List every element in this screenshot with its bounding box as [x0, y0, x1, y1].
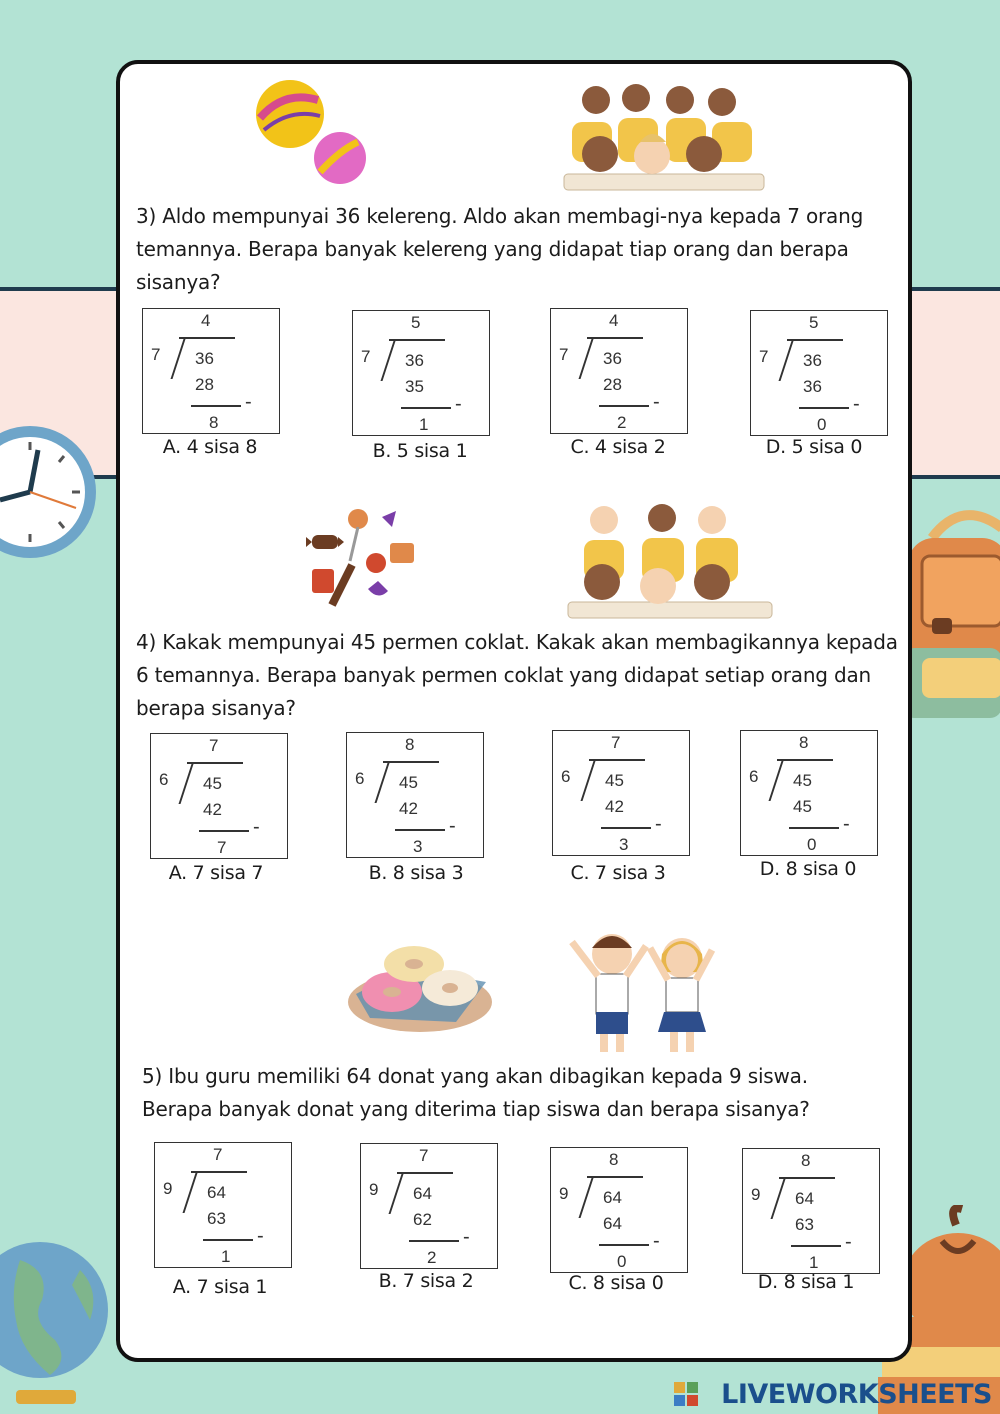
subtrahend: 28	[603, 375, 622, 394]
answer-option[interactable]: C. 7 sisa 3	[570, 862, 666, 884]
subtraction-line	[599, 1244, 649, 1246]
division-bar	[191, 1171, 247, 1173]
quotient: 7	[213, 1145, 223, 1164]
minus-sign: -	[257, 1225, 264, 1247]
remainder: 7	[217, 838, 227, 857]
subtrahend: 42	[399, 799, 418, 818]
minus-sign: -	[843, 813, 850, 835]
subtraction-line	[395, 829, 445, 831]
division-bracket	[183, 1173, 198, 1213]
remainder: 1	[419, 415, 429, 434]
minus-sign: -	[853, 393, 860, 415]
answer-option[interactable]: B. 7 sisa 2	[378, 1270, 474, 1292]
subtrahend: 63	[207, 1209, 226, 1228]
long-division-box	[142, 308, 280, 434]
divisor: 7	[559, 345, 569, 364]
divisor: 7	[361, 347, 371, 366]
answer-option[interactable]: A. 7 sisa 7	[168, 862, 264, 884]
division-bar	[587, 1176, 643, 1178]
long-division-box	[154, 1142, 292, 1268]
subtraction-line	[203, 1239, 253, 1241]
subtraction-line	[199, 830, 249, 832]
students-icon	[562, 928, 722, 1056]
long-division-box	[740, 730, 878, 856]
remainder: 0	[817, 415, 827, 434]
subtrahend: 63	[795, 1215, 814, 1234]
subtraction-line	[191, 405, 241, 407]
minus-sign: -	[463, 1226, 470, 1248]
marbles-icon	[254, 80, 366, 186]
subtraction-line	[799, 407, 849, 409]
division-bar	[589, 759, 645, 761]
division-bar	[587, 337, 643, 339]
division-bracket	[579, 1178, 594, 1218]
dividend: 45	[605, 771, 624, 790]
division-bar	[389, 339, 445, 341]
divisor: 6	[355, 769, 365, 788]
quotient: 4	[609, 311, 619, 330]
subtrahend: 62	[413, 1210, 432, 1229]
long-division-box	[346, 732, 484, 858]
quotient: 4	[201, 311, 211, 330]
long-division-box	[750, 310, 888, 436]
division-bracket	[389, 1174, 404, 1214]
subtrahend: 28	[195, 375, 214, 394]
subtrahend: 36	[803, 377, 822, 396]
globe-icon	[0, 1230, 120, 1414]
minus-sign: -	[653, 1230, 660, 1252]
quotient: 8	[405, 735, 415, 754]
long-division-box	[150, 733, 288, 859]
remainder: 3	[619, 835, 629, 854]
answer-option[interactable]: C. 4 sisa 2	[570, 436, 666, 458]
division-bar	[383, 761, 439, 763]
clock-icon	[0, 422, 100, 562]
divisor: 9	[369, 1180, 379, 1199]
answer-option[interactable]: A. 4 sisa 8	[162, 436, 258, 458]
divisor: 7	[759, 347, 769, 366]
long-division-box	[360, 1143, 498, 1269]
division-bracket	[581, 761, 596, 801]
answer-option[interactable]: D. 5 sisa 0	[765, 436, 863, 458]
children-icon	[562, 502, 778, 620]
donuts-icon	[346, 942, 496, 1034]
question-4-text: 4) Kakak mempunyai 45 permen coklat. Kakak akan membagikannya kepada 6 temannya. Berapa banyak permen coklat yang didapat setiap orang dan berapa sisanya?	[136, 630, 898, 720]
dividend: 36	[195, 349, 214, 368]
candies-icon	[292, 505, 422, 615]
remainder: 1	[809, 1253, 819, 1272]
minus-sign: -	[653, 391, 660, 413]
long-division-box	[550, 1147, 688, 1273]
subtraction-line	[791, 1245, 841, 1247]
answer-option[interactable]: B. 5 sisa 1	[372, 440, 468, 462]
long-division-box	[552, 730, 690, 856]
subtraction-line	[401, 407, 451, 409]
dividend: 64	[413, 1184, 432, 1203]
remainder: 3	[413, 837, 423, 856]
division-bracket	[779, 341, 794, 381]
quotient: 7	[209, 736, 219, 755]
remainder: 1	[221, 1247, 231, 1266]
children-icon	[556, 78, 772, 192]
answer-option[interactable]: C. 8 sisa 0	[568, 1272, 664, 1294]
remainder: 2	[617, 413, 627, 432]
quotient: 5	[411, 313, 421, 332]
subtrahend: 45	[793, 797, 812, 816]
remainder: 2	[427, 1248, 437, 1267]
subtrahend: 35	[405, 377, 424, 396]
division-bar	[777, 759, 833, 761]
minus-sign: -	[449, 815, 456, 837]
remainder: 0	[617, 1252, 627, 1271]
backpack-icon	[902, 498, 1000, 728]
divisor: 6	[561, 767, 571, 786]
division-bracket	[771, 1179, 786, 1219]
division-bar	[187, 762, 243, 764]
subtraction-line	[599, 405, 649, 407]
division-bar	[787, 339, 843, 341]
long-division-box	[550, 308, 688, 434]
dividend: 64	[207, 1183, 226, 1202]
division-bar	[397, 1172, 453, 1174]
subtraction-line	[409, 1240, 459, 1242]
liveworksheets-logo-icon	[674, 1382, 698, 1406]
divisor: 6	[749, 767, 759, 786]
remainder: 8	[209, 413, 219, 432]
quotient: 8	[799, 733, 809, 752]
quotient: 5	[809, 313, 819, 332]
dividend: 45	[399, 773, 418, 792]
quotient: 7	[419, 1146, 429, 1165]
quotient: 7	[611, 733, 621, 752]
dividend: 64	[603, 1188, 622, 1207]
division-bracket	[171, 339, 186, 379]
question-5-text: 5) Ibu guru memiliki 64 donat yang akan dibagikan kepada 9 siswa. Berapa banyak donat yang diterima tiap siswa dan berapa sisanya?	[142, 1064, 810, 1121]
divisor: 9	[163, 1179, 173, 1198]
subtrahend: 42	[203, 800, 222, 819]
minus-sign: -	[655, 813, 662, 835]
subtrahend: 64	[603, 1214, 622, 1233]
divisor: 7	[151, 345, 161, 364]
minus-sign: -	[253, 816, 260, 838]
subtraction-line	[789, 827, 839, 829]
subtrahend: 42	[605, 797, 624, 816]
remainder: 0	[807, 835, 817, 854]
division-bar	[179, 337, 235, 339]
quotient: 8	[609, 1150, 619, 1169]
quotient: 8	[801, 1151, 811, 1170]
division-bar	[779, 1177, 835, 1179]
dividend: 36	[603, 349, 622, 368]
long-division-box	[742, 1148, 880, 1274]
dividend: 36	[405, 351, 424, 370]
division-bracket	[381, 341, 396, 381]
divisor: 6	[159, 770, 169, 789]
minus-sign: -	[845, 1231, 852, 1253]
question-3-text: 3) Aldo mempunyai 36 kelereng. Aldo akan membagi-nya kepada 7 orang temannya. Berapa banyak kelereng yang didapat tiap orang dan berapa sisanya?	[136, 204, 864, 294]
answer-option[interactable]: A. 7 sisa 1	[172, 1276, 268, 1298]
long-division-box	[352, 310, 490, 436]
minus-sign: -	[245, 391, 252, 413]
division-bracket	[179, 764, 194, 804]
division-bracket	[579, 339, 594, 379]
subtraction-line	[601, 827, 651, 829]
division-bracket	[375, 763, 390, 803]
answer-option[interactable]: D. 8 sisa 0	[759, 858, 857, 880]
divisor: 9	[751, 1185, 761, 1204]
dividend: 45	[203, 774, 222, 793]
dividend: 45	[793, 771, 812, 790]
dividend: 64	[795, 1189, 814, 1208]
division-bracket	[769, 761, 784, 801]
brand-logo[interactable]: LIVEWORKSHEETS	[721, 1379, 992, 1410]
minus-sign: -	[455, 393, 462, 415]
answer-option[interactable]: D. 8 sisa 1	[757, 1271, 855, 1293]
answer-option[interactable]: B. 8 sisa 3	[368, 862, 464, 884]
divisor: 9	[559, 1184, 569, 1203]
dividend: 36	[803, 351, 822, 370]
